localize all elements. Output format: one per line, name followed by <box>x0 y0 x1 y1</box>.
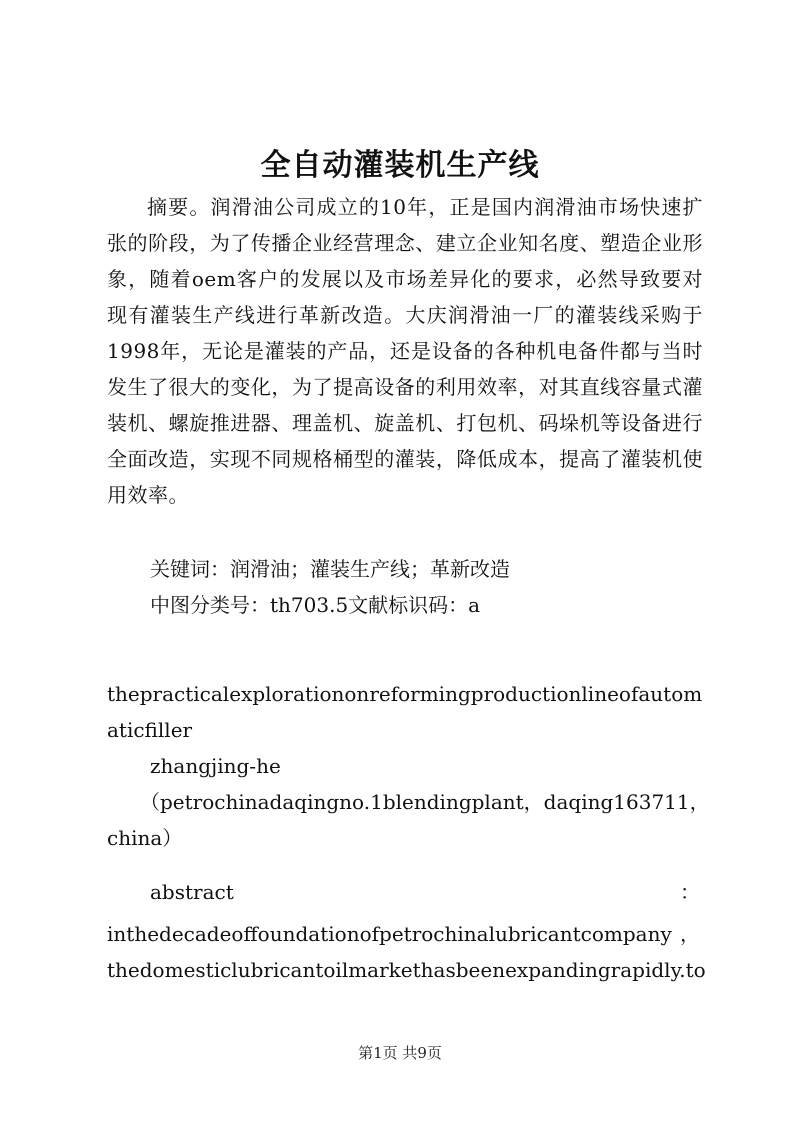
english-abstract-line-2: thedomesticlubricantoilmarkethasbeenexpandingrapidly.to <box>107 958 706 982</box>
keywords-line: 关键词：润滑油；灌装生产线；革新改造 <box>150 557 510 581</box>
english-abstract-comma: ， <box>680 922 700 946</box>
document-title: 全自动灌装机生产线 <box>260 148 540 183</box>
english-title-line-2: aticfiller <box>107 718 193 742</box>
affiliation-line-1: （petrochinadaqingno.1blendingplant，daqing163711， <box>140 790 710 814</box>
author-name: zhangjing-he <box>150 754 281 778</box>
page-footer: 第1页 共9页 <box>358 1044 442 1062</box>
classification-line: 中图分类号：th703.5文献标识码：a <box>150 593 481 617</box>
english-abstract-line-1: inthedecadeoffoundationofpetrochinalubricantcompany <box>107 922 672 946</box>
chinese-abstract-paragraph: 摘要。润滑油公司成立的10年，正是国内润滑油市场快速扩张的阶段，为了传播企业经营理念、建立企业知名度、塑造企业形象，随着oem客户的发展以及市场差异化的要求，必然导致要对现有灌装生产线进行革新改造。大庆润滑油一厂的灌装线采购于1998年，无论是灌装的产品，还是设备的各种机电备件都与当时发生了很大的变化，为了提高设备的利用效率，对其直线容量式灌装机、螺旋推进器、理盖机、旋盖机、打包机、码垛机等设备进行全面改造，实现不同规格桶型的灌装，降低成本，提高了灌装机使用效率。 <box>107 195 703 507</box>
english-abstract-colon: ： <box>680 880 700 904</box>
english-abstract-label: abstract <box>150 880 234 904</box>
english-title-line-1: thepracticalexplorationonreformingproductionlineofautom <box>107 682 703 706</box>
affiliation-line-2: china） <box>107 826 183 850</box>
